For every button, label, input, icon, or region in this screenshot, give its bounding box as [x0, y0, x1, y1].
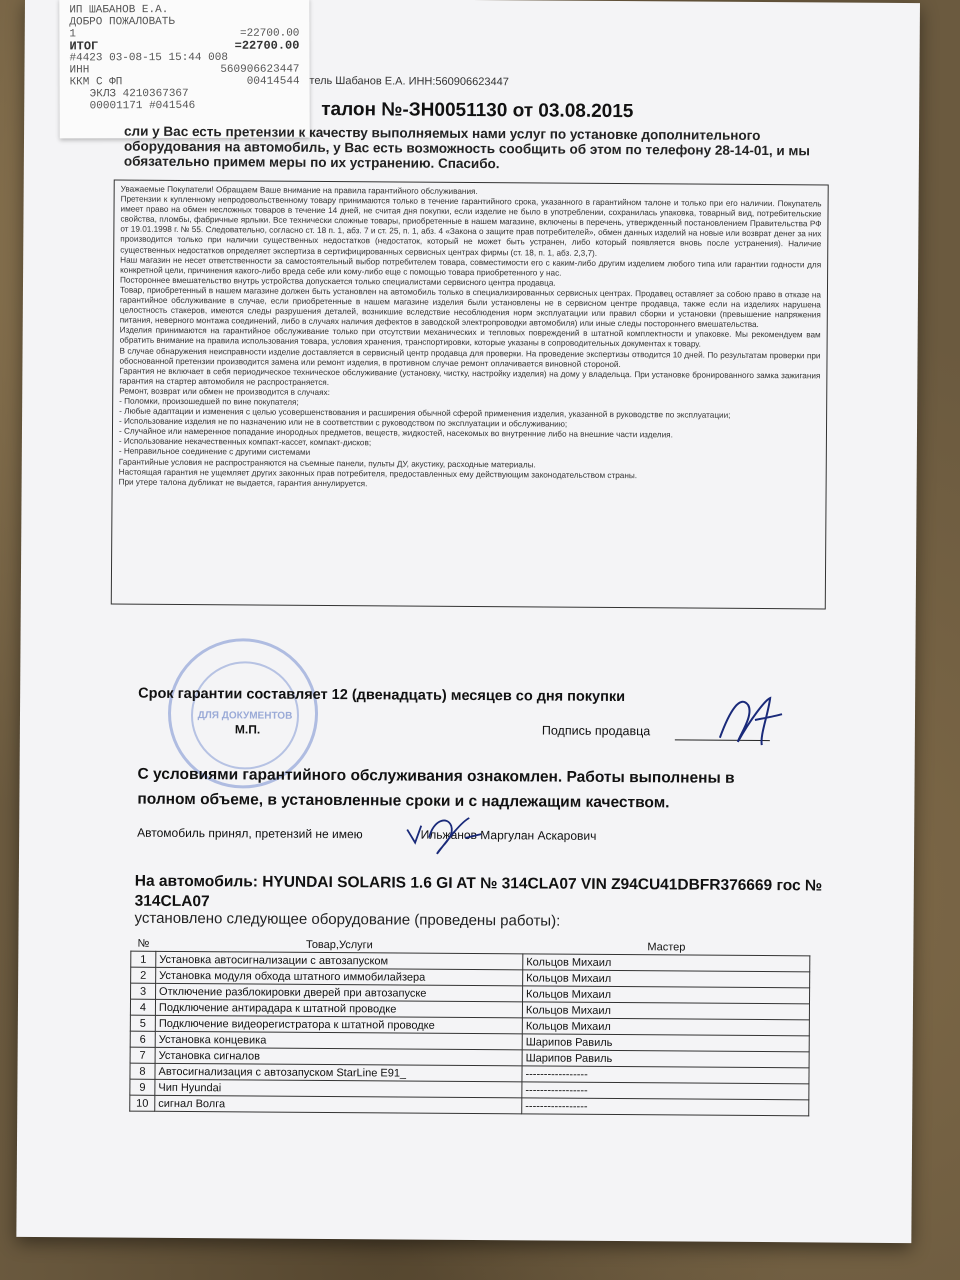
row-master: Шарипов Равиль	[522, 1050, 809, 1068]
receipt-inn-value: 560906623447	[220, 63, 300, 76]
rule-paragraph: Настоящая гарантия не ущемляет других законных прав потребителя, предоставленных ему действующим законодательством страны.	[118, 467, 638, 480]
customer-name: Ильжанов Маргулан Аскарович	[420, 827, 597, 843]
receipt-total	[69, 40, 299, 53]
stamp-text: ДЛЯ ДОКУМЕНТОВ	[197, 709, 293, 722]
row-item: Установка сигналов	[155, 1047, 522, 1066]
works-table	[129, 936, 810, 1117]
row-item: Установка модуля обхода штатного иммобилайзера	[156, 967, 523, 986]
row-number: 4	[130, 999, 155, 1015]
seal-stamp-center	[191, 661, 300, 770]
row-number: 3	[131, 983, 156, 999]
rule-paragraph: Товар, приобретенный в нашем магазине должен быть установлен на автомобиль только в специализированных сервисных центрах. Продавец оставляет за собою право в отказе на гарантийное обслуживание в случае, если приобретенные в нашем магазине изделия были установлены не в сервисном центре продавца, также если на изделиях нарушена целостность стакеров, имеются следы разрушения деталей, возникшие вследствие несоблюдения норм эксплуатации или правил сборки и установки (превышение напряжения питания, неверного монтажа соединений, либо в случаях наличия дефектов в заводской электропроводки автомобиля) или иные следы постороннего вмешательства.	[119, 285, 821, 330]
row-item: Подключение видеорегистратора к штатной проводке	[155, 1015, 522, 1034]
seller-info: тель Шабанов Е.А. ИНН:560906623447	[309, 74, 509, 89]
table-row	[130, 1095, 809, 1116]
receipt-qty: 1	[69, 28, 77, 41]
row-number: 7	[130, 1047, 155, 1063]
warranty-document	[16, 0, 920, 1243]
receipt-total-amount: =22700.00	[234, 38, 300, 53]
row-item: Установка автосигнализации с автозапуском	[156, 951, 523, 970]
rule-paragraph: Изделия принимаются на гарантийное обслуживание только при отсутствии механических и тепловых повреждений в штатной комплектности и упаковке. Мы рекомендуем вам обратить внимание на правила использования товара, условия хранения, транспортировки, которые указаны в сопроводительных документах к товару.	[119, 325, 821, 350]
rule-paragraph: - Любые адаптации и изменения с целью усовершенствования и расширения обычной сферой применения изделия, указанной в руководстве по эксплуатации;	[119, 406, 731, 420]
receipt-total-label: ИТОГ	[69, 39, 99, 54]
row-number: 9	[130, 1079, 155, 1095]
receipt-eklz: ЭКЛЗ 4210367367	[89, 87, 189, 101]
row-master: Кольцов Михаил	[522, 1002, 809, 1020]
receipt-inn	[70, 64, 300, 77]
rule-paragraph: - Использование некачественных компакт-кассет, компакт-дисков;	[118, 436, 372, 448]
equipment-title: установлено следующее оборудование (проведены работы):	[134, 909, 561, 930]
intro-text: сли у Вас есть претензии к качеству выполняемых нами услуг по установке дополнительного оборудования на автомобиль, у Вас есть возможность сообщить об этом по телефону 28-14-01, и мы обязательно примем меры по их устранению. Спасибо.	[123, 123, 811, 172]
row-master: Кольцов Михаил	[523, 954, 810, 972]
row-number: 5	[130, 1015, 155, 1031]
customer-signature	[399, 808, 489, 859]
warranty-rules-box	[111, 179, 829, 609]
col-number: №	[137, 937, 150, 950]
row-number: 10	[130, 1095, 155, 1111]
seller-signature	[710, 690, 790, 751]
row-item: Подключение антирадара к штатной проводке	[155, 999, 522, 1018]
row-master: Кольцов Михаил	[522, 1018, 809, 1036]
row-item: Автосигнализация с автозапуском StarLine E91_	[155, 1063, 522, 1082]
row-item: Установка концевика	[155, 1031, 522, 1050]
col-master: Мастер	[647, 940, 686, 954]
row-item: Отключение разблокировки дверей при автозапуске	[156, 983, 523, 1002]
receipt-last-line: 00001171 #041546	[89, 99, 196, 113]
cash-receipt	[59, 0, 309, 138]
row-number: 2	[131, 967, 156, 983]
rule-paragraph: Гарантия не включает в себя периодическое техническое обслуживание (установку, чистку, настройку изделия) на дому у владельца. При установке бронированного замка зажигания гарантия на стартер автомобиля не распространяется.	[119, 366, 821, 387]
warranty-period: Срок гарантии составляет 12 (двенадцать) месяцев со дня покупки	[138, 685, 626, 706]
receipt-kkm	[70, 76, 300, 89]
seller-signature-label: Подпись продавца	[541, 723, 651, 739]
receipt-kkm-value: 00414544	[246, 75, 300, 88]
rule-paragraph: - Неправильное соединение с другими системами	[118, 446, 311, 458]
row-master: Кольцов Михаил	[523, 986, 810, 1004]
rule-paragraph: - Использование изделия не по назначению или не в соответствии с руководством по эксплуатации и обслуживанию;	[119, 416, 568, 429]
receipt-amount: =22700.00	[239, 27, 300, 40]
agreement-text: С условиями гарантийного обслуживания ознакомлен. Работы выполнены в полном объеме, в установленные сроки и с надлежащим качеством.	[137, 765, 735, 812]
receipt-datetime: #4423 03-08-15 15:44 008	[69, 51, 228, 65]
rule-paragraph: Претензии к купленному непродовольственному товару принимаются только в течение гарантийного срока, указанного в гарантийном талоне и только при его наличии. Покупатель имеет право на обмен несложных товаров в течение 14 дней, не считая дня покупки, если изделие не было в употреблении, сохранилась упаковка, товарный вид, потребительские свойства, пломбы, фабричные ярлыки. Все технически сложные товары, приобретенные в нашем магазине, включены в перечень, утвержденный постановлением Правительства РФ от 19.01.1998 г. № 55. Следовательно, согласно ст. 18 п. 1, абз. 7 и ст. 25, п. 1, абз. 4 «Закона о защите прав потребителей», обмен данных изделий на новые или возврат денег за них производится только при наличии существенных недостатков (недостаток, который не может быть устранен, либо который появляется вновь после устранения). Наличие существенных недостатков определяет экспертиза в сертифицированных сервисных центрах фирмы (ст. 18, п. 1, абз. 2,3,7).	[120, 194, 822, 258]
receipt-kkm-label: ККМ С ФП	[69, 76, 123, 89]
row-number: 6	[130, 1031, 155, 1047]
receipt-company: ИП ШАБАНОВ Е.А.	[69, 4, 169, 17]
row-master: Кольцов Михаил	[523, 970, 810, 988]
row-item: Чип Hyundai	[155, 1079, 522, 1098]
col-item: Товар,Услуги	[305, 938, 373, 951]
row-master: Шарипов Равиль	[522, 1034, 809, 1052]
vehicle-info: На автомобиль: HYUNDAI SOLARIS 1.6 GI AT № 314CLA07 VIN Z94CU41DBFR376669 гос № 314CLA07	[134, 872, 823, 911]
rule-paragraph: Постороннее вмешательство внутрь устройства допускается только специалистами сервисного центра продавца.	[120, 275, 556, 288]
rule-paragraph: Наш магазин не несет ответственности за самостоятельный выбор потребителем товара, совместимости его с каким-либо другим изделием любого типа или гарантии годности для конкретной цели, причинения какого-либо вреда себе или кому-либо еще с помощью товара приобретенного у нас.	[120, 255, 822, 278]
row-master: -----------------	[522, 1098, 809, 1116]
rule-paragraph: Ремонт, возврат или обмен не производится в случаях:	[119, 386, 330, 397]
row-master: -----------------	[522, 1066, 809, 1084]
rule-paragraph: - Случайное или намеренное попадание инородных предметов, веществ, жидкостей, насекомых во внутренние либо на внешние части изделия.	[118, 426, 673, 440]
row-master: -----------------	[522, 1082, 809, 1100]
rule-paragraph: Гарантийные условия не распространяются на съемные панели, пульты ДУ, акустику, расходные материалы.	[118, 457, 536, 469]
row-number: 8	[130, 1063, 155, 1079]
acceptance-label: Автомобиль принял, претензий не имею	[137, 825, 363, 842]
rule-paragraph: При утере талона дубликат не выдается, гарантия аннулируется.	[118, 477, 368, 488]
rule-paragraph: В случае обнаружения неисправности изделие доставляется в сервисный центр продавца для проверки. На проведение экспертизы отводится 10 дней. По результатам проверки при обоснованной претензии производится замена или ремонт изделия, в противном случае ремонт оплачивается виновной стороной.	[119, 346, 821, 369]
mp-label: М.П.	[234, 722, 261, 737]
receipt-inn-label: ИНН	[69, 64, 90, 77]
rule-paragraph: - Поломки, произошедшей по вине покупателя;	[119, 396, 299, 407]
acceptance-line	[137, 826, 596, 843]
receipt-greeting: ДОБРО ПОЖАЛОВАТЬ	[69, 16, 176, 29]
row-number: 1	[131, 951, 156, 967]
page-title: талон №-ЗН0051130 от 03.08.2015	[321, 98, 634, 123]
row-item: сигнал Волга	[155, 1095, 522, 1114]
rule-paragraph: Уважаемые Покупатели! Обращаем Ваше внимание на правила гарантийного обслуживания.	[120, 184, 478, 197]
